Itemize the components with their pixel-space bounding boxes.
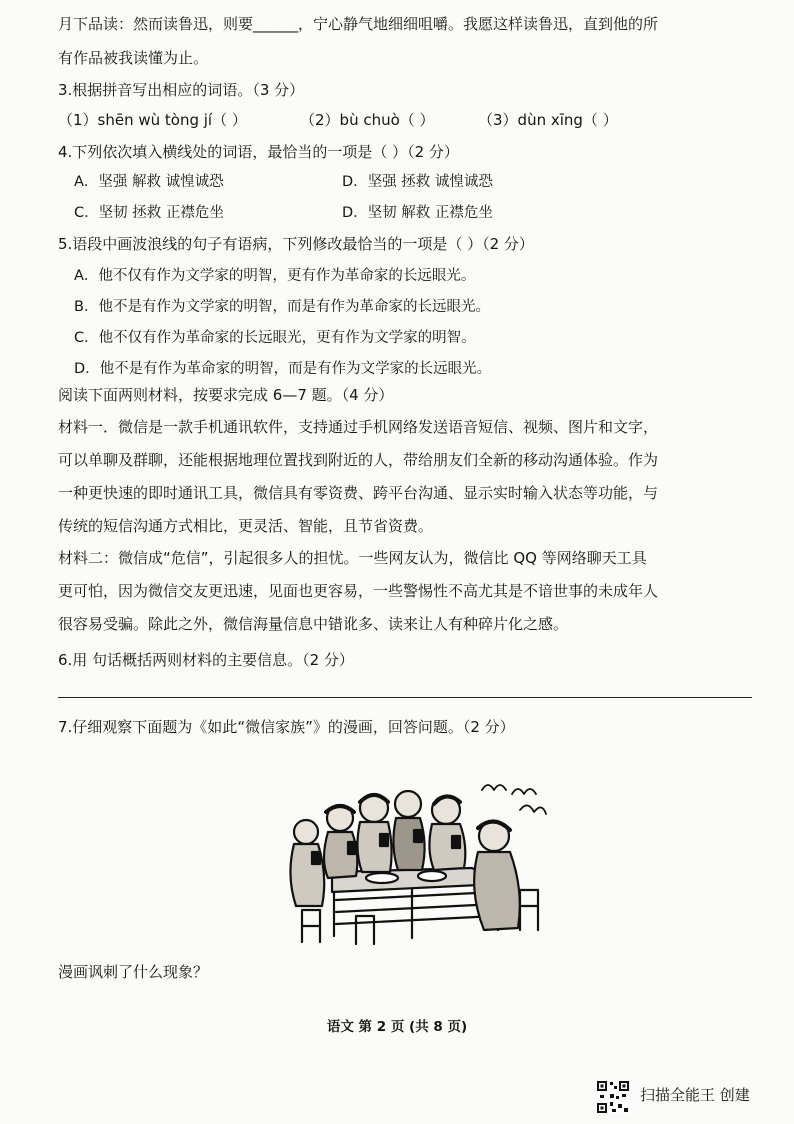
material-1-line-2: 可以单聊及群聊，还能根据地理位置找到附近的人，带给朋友们全新的移动沟通体验。作为 [58, 451, 659, 469]
question-4-option-c: C．坚韧 拯救 正襟危坐 [74, 205, 224, 221]
question-5: 5.语段中画波浪线的句子有语病，下列修改最恰当的一项是（ ）（2 分） [58, 235, 534, 253]
reading-instruction: 阅读下面两则材料，按要求完成 6—7 题。（4 分） [58, 386, 394, 404]
question-3-item-2: （2）bù chuò（ ） [300, 111, 435, 129]
material-2-line-1: 材料二：微信成“危信”，引起很多人的担忧。一些网友认为，微信比 QQ 等网络聊天工具 [58, 549, 647, 567]
question-5-option-a: A．他不仅有作为文学家的明智，更有作为革命家的长远眼光。 [74, 268, 476, 284]
page-footer: 语文 第 2 页 (共 8 页) [326, 1019, 468, 1035]
question-4: 4.下列依次填入横线处的词语，最恰当的一项是（ ）（2 分） [58, 143, 459, 161]
question-5-option-c: C．他不仅有作为革命家的长远眼光，更有作为文学家的明智。 [74, 330, 476, 346]
wechat-family-cartoon [262, 780, 562, 950]
question-3-item-1: （1）shēn wù tòng jí（ ） [58, 111, 247, 129]
question-5-option-b: B．他不是有作为文学家的明智，而是有作为革命家的长远眼光。 [74, 299, 490, 315]
passage-line-1: 月下品读：然而读鲁迅，则要______，宁心静气地细细咀嚼。我愿这样读鲁迅，直到他的所 [58, 15, 659, 33]
question-3-item-3: （3）dùn xīng（ ） [478, 111, 618, 129]
answer-line [58, 697, 752, 698]
question-6: 6.用 句话概括两则材料的主要信息。（2 分） [58, 651, 354, 669]
question-4-option-b: D．坚强 拯救 诚惶诚恐 [342, 174, 493, 190]
passage-line-2: 有作品被我读懂为止。 [58, 49, 209, 67]
material-1-line-4: 传统的短信沟通方式相比，更灵活、智能，且节省资费。 [58, 517, 434, 535]
question-3: 3.根据拼音写出相应的词语。（3 分） [58, 81, 305, 99]
question-4-option-d: D．坚韧 解救 正襟危坐 [342, 205, 493, 221]
question-7: 7.仔细观察下面题为《如此“微信家族”》的漫画，回答问题。（2 分） [58, 718, 515, 736]
scanner-watermark: 扫描全能王 创建 [640, 1086, 750, 1104]
material-2-line-3: 很容易受骗。除此之外，微信海量信息中错讹多、读来让人有种碎片化之感。 [58, 615, 569, 633]
material-2-line-2: 更可怕，因为微信交友更迅速，见面也更容易，一些警惕性不高尤其是不谙世事的未成年人 [58, 582, 659, 600]
material-1-line-3: 一种更快速的即时通讯工具，微信具有零资费、跨平台沟通、显示实时输入状态等功能，与 [58, 484, 659, 502]
question-5-option-d: D．他不是有作为革命家的明智，而是有作为文学家的长远眼光。 [74, 361, 492, 377]
question-4-option-a: A．坚强 解救 诚惶诚恐 [74, 174, 224, 190]
material-1-line-1: 材料一．微信是一款手机通讯软件，支持通过手机网络发送语音短信、视频、图片和文字， [58, 418, 659, 436]
question-7-ask: 漫画讽刺了什么现象？ [58, 963, 209, 981]
qr-code-icon [596, 1080, 630, 1114]
